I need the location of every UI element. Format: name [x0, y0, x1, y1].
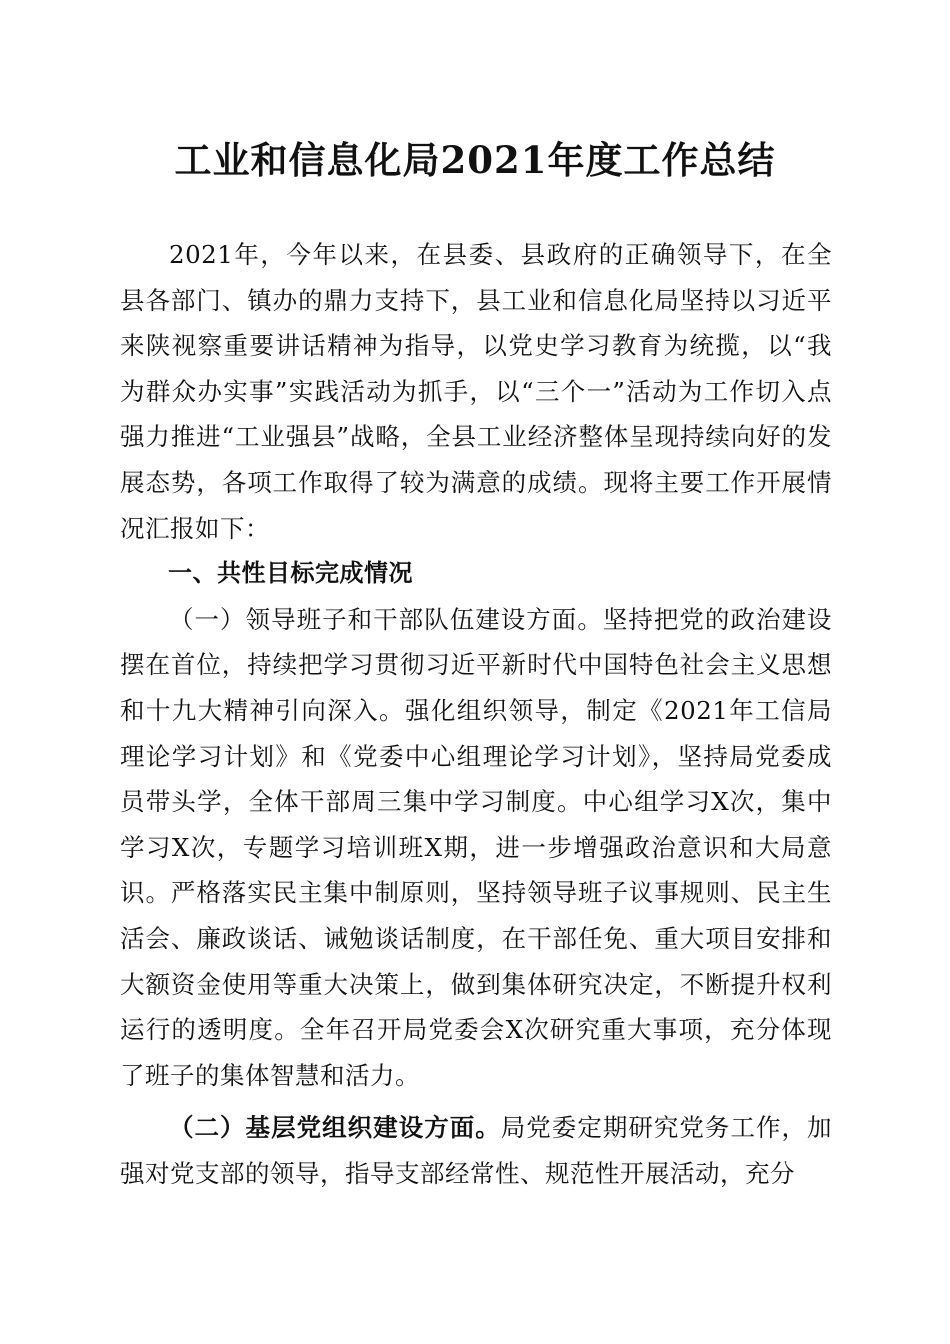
paragraph-lead: （二）基层党组织建设方面。	[169, 1113, 501, 1143]
paragraph-text: 坚持把党的政治建设摆在首位，持续把学习贯彻习近平新时代中国特色社会主义思想和十九大精神引向深入。强化组织领导，制定《2021年工信局理论学习计划》和《党委中心组理论学习计划》，坚持局党委成员带头学，全体干部周三集中学习制度。中心组学习X次，集中学习X次，专题学习培训班X期，进一步增强政治意识和大局意识。严格落实民主集中制原则，坚持领导班子议事规则、民主生活会、廉政谈话、诫勉谈话制度，在干部任免、重大项目安排和大额资金使用等重大决策上，做到集体研究决定，不断提升权利运行的透明度。全年召开局党委会X次研究重大事项，充分体现了班子的集体智慧和活力。	[120, 604, 833, 1090]
section-heading: 一、共性目标完成情况	[168, 559, 413, 588]
paragraph-party-organization	[120, 1105, 832, 1196]
document-title: 工业和信息化局2021年度工作总结	[174, 138, 776, 182]
intro-paragraph: 2021年，今年以来，在县委、县政府的正确领导下，在全县各部门、镇办的鼎力支持下，县工业和信息化局坚持以习近平来陕视察重要讲话精神为指导，以党史学习教育为统揽，以“我为群众办实事”实践活动为抓手，以“三个一”活动为工作切入点强力推进“工业强县”战略，全县工业经济整体呈现持续向好的发展态势，各项工作取得了较为满意的成绩。现将主要工作开展情况汇报如下：	[120, 240, 832, 543]
paragraph-text: 局党委定期研究党务工作，加强对党支部的领导，指导支部经常性、规范性开展活动，充分	[120, 1113, 833, 1188]
paragraph-leadership	[120, 597, 832, 1099]
paragraph-lead: （一）领导班子和干部队伍建设方面。	[169, 604, 603, 634]
document-body	[120, 232, 832, 1196]
